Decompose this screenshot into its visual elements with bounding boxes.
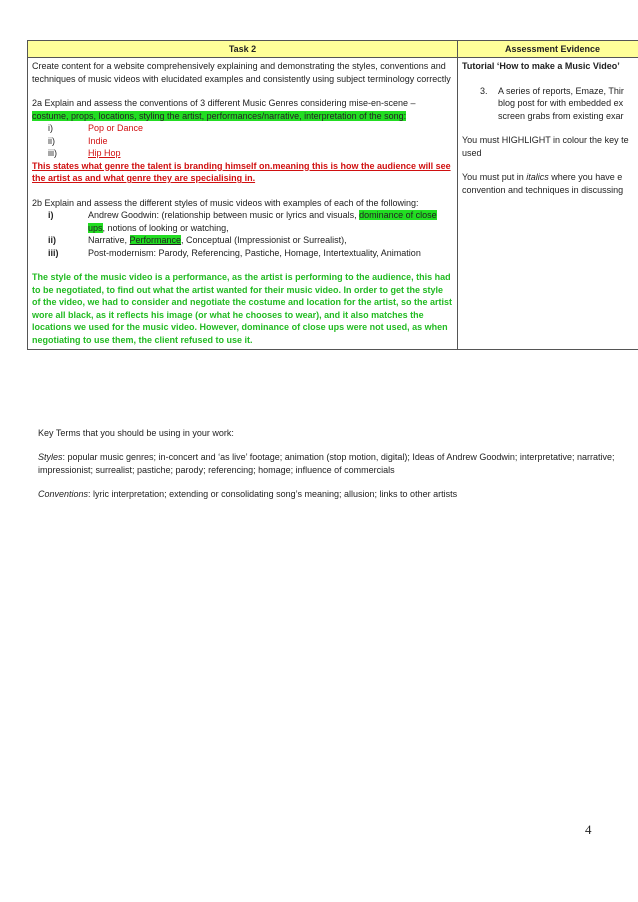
- section-2b-lead: 2b Explain and assess the different styles of music videos with examples of each of the following:: [32, 197, 419, 208]
- conventions-terms: Conventions: lyric interpretation; extending or consolidating song’s meaning; allusion; links to other artists: [38, 489, 458, 499]
- genre-pop-dance: Pop or Dance: [88, 123, 144, 133]
- performance-highlight: Performance: [129, 235, 182, 245]
- list-item: iii) Post-modernism: Parody, Referencing, Pastiche, Homage, Intertextuality, Animation: [48, 247, 421, 258]
- list-item: iii) Hip Hop: [48, 148, 121, 158]
- style-performance-note: The style of the music video is a performance, as the artist is performing to the audience, this had to be negotiated, to find out what the artist wanted for their music video. In order to get the style of the video, we had to consider and negotiate the costume and location for the artist, so the artist wore all black, as it reflects his image (or what he chooses to wear), and it also matches the locations we used for the music video. However, dominance of close ups were not used, as when negotiating to use them, the client refused to use it.: [32, 272, 453, 345]
- list-item: ii) Indie: [48, 135, 108, 146]
- table-content-row: [28, 58, 638, 350]
- key-terms-intro: Key Terms that you should be using in your work:: [38, 428, 234, 438]
- assessment-evidence-cell: [458, 58, 638, 350]
- task-header: Task 2: [28, 41, 458, 58]
- assessment-evidence-header: Assessment Evidence: [458, 41, 638, 58]
- dominance-close-ups-highlight: dominance of close ups: [88, 210, 437, 233]
- section-2a-lead: 2a Explain and assess the conventions of 3 different Music Genres considering mise-en-scene –: [32, 98, 416, 108]
- task-description-cell: [28, 58, 458, 350]
- genre-hip-hop: Hip Hop: [88, 148, 121, 158]
- list-item: ii) Narrative, Performance, Conceptual (Impressionist or Surrealist),: [48, 235, 347, 245]
- styles-terms: Styles: popular music genres; in-concert and ‘as live’ footage; animation (stop motion, digital); Ideas of Andrew Goodwin; interpretative; narrative; impressionist; surrealist; pastiche; parody; referencing; homage; influence of commercials: [38, 452, 615, 475]
- table-header-row: [28, 41, 638, 58]
- task-intro: Create content for a website comprehensively explaining and demonstrating the styles, conventions and techniques of music videos with elucidated examples and consistently using subject terminology correctly: [32, 61, 451, 84]
- section-2a: [32, 97, 453, 122]
- tutorial-title: Tutorial ‘How to make a Music Video’: [462, 61, 620, 71]
- highlight-instruction: You must HIGHLIGHT in colour the key te used: [462, 135, 629, 158]
- page-number: 4: [585, 822, 592, 837]
- key-terms-section: [38, 427, 618, 501]
- list-item: i) Pop or Dance: [48, 123, 144, 133]
- italics-instruction: You must put in italics where you have e convention and techniques in discussing: [462, 172, 624, 195]
- evidence-item: 3. A series of reports, Emaze, Thir blog post for with embedded ex screen grabs from existing exar: [480, 85, 624, 121]
- section-2a-highlight: costume, props, locations, styling the artist, performances/narrative, interpretation of the song:: [32, 110, 407, 121]
- task-table: [27, 40, 638, 350]
- list-item: i) Andrew Goodwin: (relationship between music or lyrics and visuals, dominance of close ups, notions of looking or watching,: [48, 210, 437, 233]
- styles-list: [32, 209, 453, 259]
- genre-list: [32, 122, 453, 160]
- genre-indie: Indie: [88, 135, 108, 146]
- genre-branding-note: This states what genre the talent is branding himself on.meaning this is how the audience will see the artist as and what genre they are specialising in.: [32, 160, 451, 183]
